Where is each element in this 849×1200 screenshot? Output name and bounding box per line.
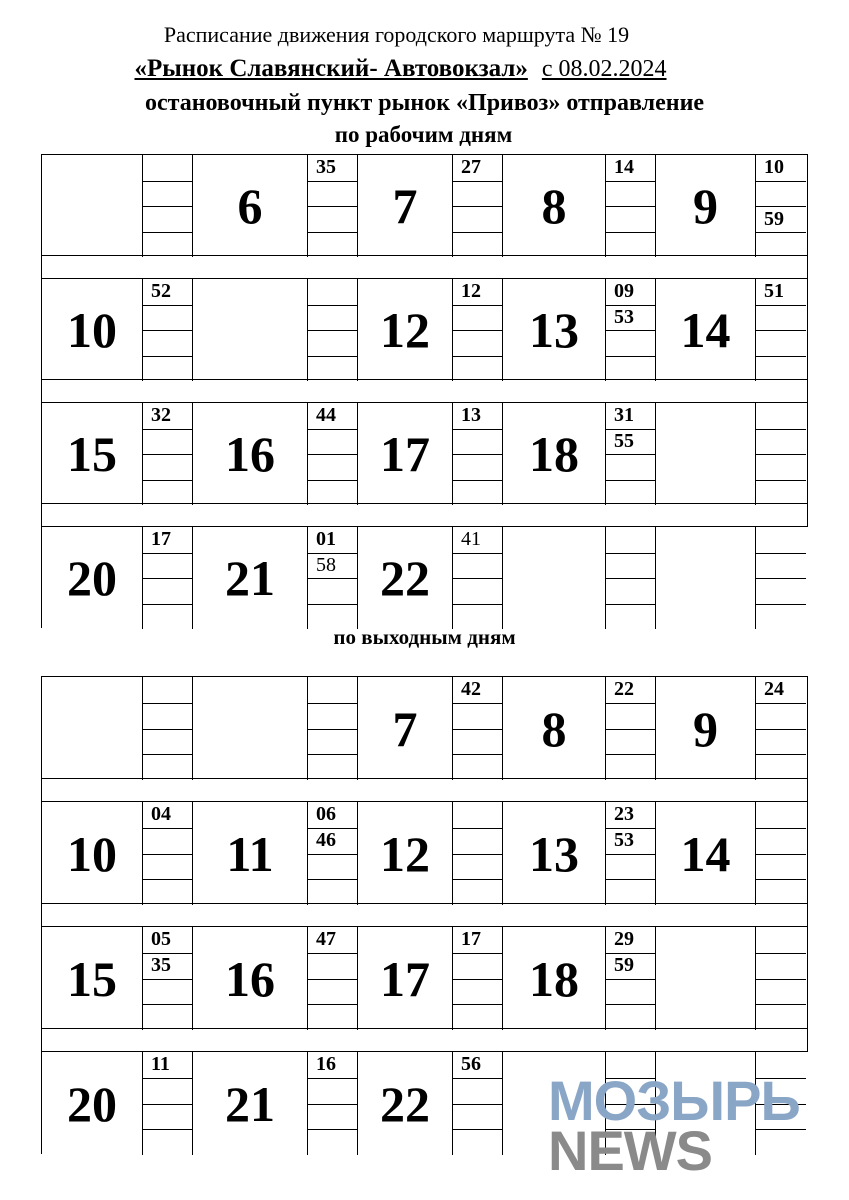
departure-minute: 16 [316, 1053, 336, 1075]
minute-slot-line [756, 356, 806, 357]
minute-slot-line [756, 828, 806, 829]
minute-slot-line [756, 330, 806, 331]
minute-slot-line [143, 1129, 192, 1130]
minute-slot-line [308, 480, 357, 481]
hour-cell: 20 [42, 527, 143, 629]
minutes-cell [308, 403, 358, 505]
minute-slot-line [453, 206, 502, 207]
minute-slot-line [606, 729, 655, 730]
minute-slot-line [453, 232, 502, 233]
hour-cell: 7 [358, 677, 453, 780]
minute-slot-line [308, 330, 357, 331]
route-line [0, 55, 825, 83]
departure-minute: 12 [461, 280, 481, 302]
departure-minute: 41 [461, 528, 481, 550]
minutes-cell [756, 802, 806, 905]
minute-slot-line [606, 604, 655, 605]
minute-slot-line [143, 330, 192, 331]
minute-slot-line [143, 854, 192, 855]
departure-minute: 14 [614, 156, 634, 178]
hour-cell: 18 [503, 927, 606, 1030]
minute-slot-line [606, 703, 655, 704]
timetable-row [41, 801, 808, 904]
minute-slot-line [606, 232, 655, 233]
departure-minute: 17 [151, 528, 171, 550]
minute-slot-line [453, 305, 502, 306]
minutes-cell [606, 279, 656, 381]
minutes-cell [756, 155, 806, 257]
hour-cell: 13 [503, 802, 606, 905]
hour-cell: 11 [193, 802, 308, 905]
departure-minute: 46 [316, 828, 336, 851]
minute-slot-line [453, 330, 502, 331]
minutes-cell [606, 802, 656, 905]
departure-minute: 52 [151, 280, 171, 302]
minute-slot-line [453, 356, 502, 357]
minute-slot-line [756, 604, 806, 605]
departure-minute: 11 [151, 1053, 170, 1075]
hour-cell: 21 [193, 527, 308, 629]
minute-slot-line [606, 553, 655, 554]
hour-cell: 8 [503, 155, 606, 257]
hour-cell: 12 [358, 279, 453, 381]
minutes-cell [143, 802, 193, 905]
row-separator [41, 255, 808, 279]
departure-minute: 44 [316, 404, 336, 426]
route-name: «Рынок Славянский- Автовокзал» [134, 55, 528, 82]
hour-cell [42, 155, 143, 257]
minute-slot-line [606, 480, 655, 481]
departure-minute: 22 [614, 678, 634, 700]
schedule-title: Расписание движения городского маршрута № 19 [163, 22, 630, 47]
minutes-cell [308, 802, 358, 905]
minute-slot-line [143, 879, 192, 880]
minute-slot-line [453, 429, 502, 430]
hour-cell: 9 [656, 155, 756, 257]
minutes-cell [308, 279, 358, 381]
hour-cell [193, 677, 308, 780]
departure-minute: 17 [461, 928, 481, 950]
departure-minute: 47 [316, 928, 336, 950]
minute-slot-line [453, 854, 502, 855]
departure-minute: 56 [461, 1053, 481, 1075]
departure-minute: 05 [151, 928, 171, 950]
hour-cell [193, 279, 308, 381]
hour-cell: 22 [358, 1052, 453, 1155]
minute-slot-line [453, 553, 502, 554]
hour-cell: 7 [358, 155, 453, 257]
minute-slot-line [143, 828, 192, 829]
minute-slot-line [756, 305, 806, 306]
minute-slot-line [756, 854, 806, 855]
minute-slot-line [606, 454, 655, 455]
departure-minute: 13 [461, 404, 481, 426]
row-separator [41, 503, 808, 527]
minutes-cell [143, 155, 193, 257]
minute-slot-line [453, 604, 502, 605]
departure-minute: 42 [461, 678, 481, 700]
departure-minute: 31 [614, 404, 634, 426]
hour-cell: 14 [656, 802, 756, 905]
minutes-cell [308, 677, 358, 780]
minute-slot-line [606, 854, 655, 855]
minute-slot-line [756, 553, 806, 554]
minute-slot-line [143, 305, 192, 306]
minute-slot-line [143, 604, 192, 605]
row-separator [41, 379, 808, 403]
stop-name: остановочный пункт рынок «Привоз» отправление [144, 90, 705, 116]
minute-slot-line [308, 854, 357, 855]
minute-slot-line [756, 578, 806, 579]
minutes-cell [143, 527, 193, 629]
minute-slot-line [143, 429, 192, 430]
minute-slot-line [308, 578, 357, 579]
departure-minute: 55 [614, 429, 634, 452]
hour-cell: 20 [42, 1052, 143, 1155]
hour-cell: 21 [193, 1052, 308, 1155]
minutes-cell [453, 279, 503, 381]
minute-slot-line [308, 703, 357, 704]
minute-slot-line [143, 356, 192, 357]
departure-minute: 24 [764, 678, 784, 700]
hour-cell: 10 [42, 279, 143, 381]
minute-slot-line [606, 330, 655, 331]
minute-slot-line [308, 754, 357, 755]
hour-cell [656, 403, 756, 505]
minute-slot-line [756, 703, 806, 704]
timetable-row [41, 402, 808, 504]
departure-minute: 59 [764, 208, 784, 230]
timetable-row [41, 278, 808, 380]
minute-slot-line [143, 1004, 192, 1005]
minute-slot-line [606, 206, 655, 207]
minute-slot-line [756, 480, 806, 481]
minutes-cell [143, 1052, 193, 1155]
minute-slot-line [606, 1004, 655, 1005]
timetable-row [41, 926, 808, 1029]
minutes-cell [453, 802, 503, 905]
minutes-cell [756, 527, 806, 629]
departure-minute: 32 [151, 404, 171, 426]
minute-slot-line [756, 429, 806, 430]
minute-slot-line [453, 754, 502, 755]
workdays-timetable [41, 154, 808, 620]
minute-slot-line [756, 953, 806, 954]
timetable-row [41, 526, 808, 628]
departure-minute: 35 [151, 953, 171, 976]
minute-slot-line [143, 729, 192, 730]
minutes-cell [606, 527, 656, 629]
minute-slot-line [453, 1104, 502, 1105]
minute-slot-line [308, 953, 357, 954]
hour-cell: 16 [193, 403, 308, 505]
hour-cell: 17 [358, 403, 453, 505]
departure-minute: 09 [614, 280, 634, 302]
minute-slot-line [143, 1104, 192, 1105]
minute-slot-line [756, 1004, 806, 1005]
minutes-cell [143, 279, 193, 381]
minute-slot-line [143, 703, 192, 704]
minute-slot-line [308, 206, 357, 207]
minute-slot-line [308, 454, 357, 455]
minute-slot-line [143, 1078, 192, 1079]
departure-minute: 53 [614, 828, 634, 851]
departure-minute: 53 [614, 305, 634, 328]
minutes-cell [453, 155, 503, 257]
minute-slot-line [308, 879, 357, 880]
row-separator [41, 903, 808, 927]
departure-minute: 04 [151, 803, 171, 825]
watermark-logo-bottom: NEWS [548, 1119, 712, 1182]
minute-slot-line [756, 754, 806, 755]
minutes-cell [308, 527, 358, 629]
minute-slot-line [143, 454, 192, 455]
hour-cell: 13 [503, 279, 606, 381]
minutes-cell [453, 677, 503, 780]
timetable-row [41, 676, 808, 779]
departure-minute: 35 [316, 156, 336, 178]
minute-slot-line [453, 1078, 502, 1079]
workdays-label: по рабочим дням [334, 122, 513, 147]
hour-cell [503, 527, 606, 629]
minute-slot-line [308, 429, 357, 430]
minute-slot-line [453, 1129, 502, 1130]
minutes-cell [453, 527, 503, 629]
minutes-cell [606, 927, 656, 1030]
minute-slot-line [453, 1004, 502, 1005]
minute-slot-line [308, 729, 357, 730]
minutes-cell [308, 927, 358, 1030]
effective-date: с 08.02.2024 [541, 56, 667, 82]
minutes-cell [606, 155, 656, 257]
hour-cell [656, 527, 756, 629]
minute-slot-line [453, 578, 502, 579]
weekend-label: по выходным дням [333, 625, 516, 649]
timetable-row [41, 154, 808, 256]
minute-slot-line [756, 979, 806, 980]
minutes-cell [756, 403, 806, 505]
departure-minute: 06 [316, 803, 336, 825]
minute-slot-line [756, 729, 806, 730]
departure-minute: 29 [614, 928, 634, 950]
minute-slot-line [308, 181, 357, 182]
hour-cell: 6 [193, 155, 308, 257]
departure-minute: 23 [614, 803, 634, 825]
minutes-cell [606, 403, 656, 505]
hour-cell: 12 [358, 802, 453, 905]
minute-slot-line [606, 181, 655, 182]
minute-slot-line [453, 953, 502, 954]
minutes-cell [756, 677, 806, 780]
minute-slot-line [606, 979, 655, 980]
minute-slot-line [143, 979, 192, 980]
minute-slot-line [606, 879, 655, 880]
departure-minute: 27 [461, 156, 481, 178]
minute-slot-line [143, 181, 192, 182]
minutes-cell [143, 927, 193, 1030]
minute-slot-line [308, 305, 357, 306]
minute-slot-line [308, 356, 357, 357]
minute-slot-line [756, 454, 806, 455]
departure-minute: 51 [764, 280, 784, 302]
minute-slot-line [143, 480, 192, 481]
hour-cell [42, 677, 143, 780]
minute-slot-line [606, 356, 655, 357]
minute-slot-line [308, 1004, 357, 1005]
hour-cell: 8 [503, 677, 606, 780]
hour-cell [656, 927, 756, 1030]
hour-cell: 18 [503, 403, 606, 505]
minute-slot-line [756, 879, 806, 880]
watermark-logo-top: МОЗЫРЬ [548, 1069, 800, 1132]
hour-cell: 22 [358, 527, 453, 629]
minute-slot-line [143, 206, 192, 207]
minutes-cell [606, 677, 656, 780]
minute-slot-line [308, 232, 357, 233]
minute-slot-line [143, 754, 192, 755]
hour-cell: 15 [42, 927, 143, 1030]
departure-minute: 58 [316, 553, 336, 576]
minute-slot-line [453, 480, 502, 481]
minute-slot-line [308, 1129, 357, 1130]
minutes-cell [308, 155, 358, 257]
hour-cell: 10 [42, 802, 143, 905]
minutes-cell [143, 403, 193, 505]
minutes-cell [453, 1052, 503, 1155]
row-separator [41, 1028, 808, 1052]
row-separator [41, 778, 808, 802]
minute-slot-line [143, 578, 192, 579]
minute-slot-line [453, 979, 502, 980]
departure-minute: 10 [764, 156, 784, 178]
minutes-cell [756, 927, 806, 1030]
hour-cell: 9 [656, 677, 756, 780]
hour-cell: 15 [42, 403, 143, 505]
minute-slot-line [756, 181, 806, 182]
departure-minute: 01 [316, 528, 336, 550]
minute-slot-line [606, 754, 655, 755]
minutes-cell [453, 403, 503, 505]
minute-slot-line [453, 181, 502, 182]
minute-slot-line [308, 1104, 357, 1105]
hour-cell: 16 [193, 927, 308, 1030]
hour-cell: 17 [358, 927, 453, 1030]
minutes-cell [453, 927, 503, 1030]
minute-slot-line [453, 703, 502, 704]
minute-slot-line [453, 879, 502, 880]
minute-slot-line [756, 206, 806, 207]
minutes-cell [143, 677, 193, 780]
minute-slot-line [143, 232, 192, 233]
minute-slot-line [143, 553, 192, 554]
minutes-cell [308, 1052, 358, 1155]
minute-slot-line [453, 729, 502, 730]
minute-slot-line [606, 578, 655, 579]
minute-slot-line [756, 232, 806, 233]
minute-slot-line [453, 454, 502, 455]
minute-slot-line [308, 979, 357, 980]
departure-minute: 59 [614, 953, 634, 976]
hour-cell: 14 [656, 279, 756, 381]
minute-slot-line [308, 1078, 357, 1079]
minute-slot-line [453, 828, 502, 829]
minutes-cell [756, 279, 806, 381]
minute-slot-line [308, 604, 357, 605]
